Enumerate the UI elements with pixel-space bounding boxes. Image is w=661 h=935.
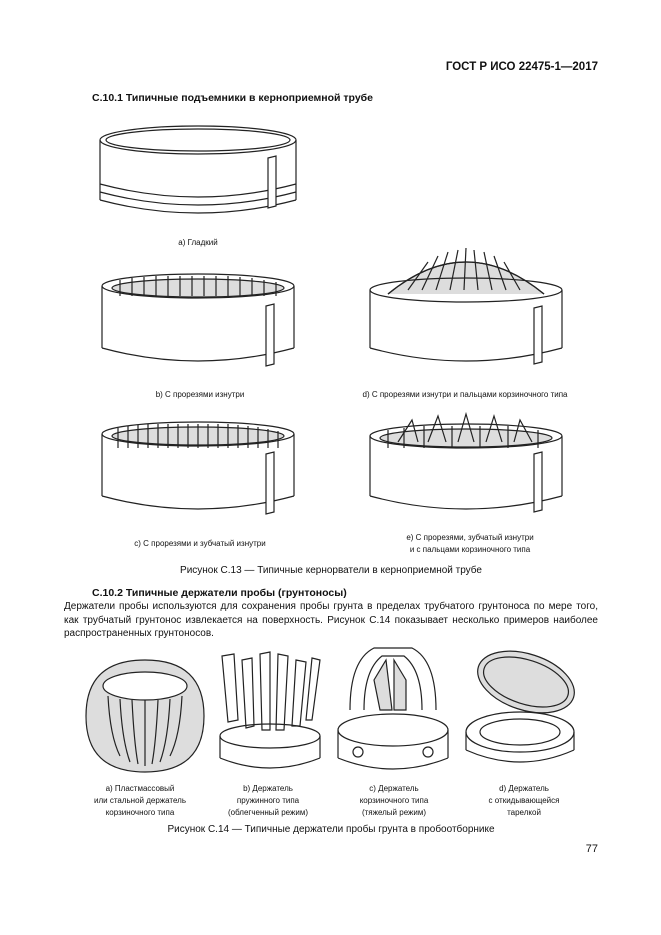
caption-c14-d-line1: d) Держатель	[499, 784, 549, 793]
figure-c13-e-toothed-basket-ring	[368, 412, 564, 524]
figure-caption-c13: Рисунок С.13 — Типичные кернорватели в керноприемной трубе	[180, 565, 482, 576]
caption-c14-d-line3: тарелкой	[507, 808, 541, 817]
figure-c14-c-heavy-basket-catcher	[334, 640, 452, 780]
figure-c14-a-basket-catcher	[80, 656, 210, 776]
section-c10-2-paragraph: Держатели пробы используются для сохранения пробы грунта в пределах трубчатого грунтоноса по мере того, как трубчатый грунтонос извлекается на поверхность. Рисунок С.14 показывает несколько примеров наиболее распространенных грунтоносов.	[64, 601, 598, 639]
caption-c13-c: с) С прорезями и зубчатый изнутри	[134, 539, 266, 548]
caption-c14-c-line1: с) Держатель	[369, 784, 419, 793]
caption-c13-e-line2: и с пальцами корзиночного типа	[409, 545, 531, 554]
figure-c13-c-toothed-ring	[100, 418, 296, 526]
caption-c13-d: d) С прорезями изнутри и пальцами корзиночного типа	[362, 390, 568, 399]
caption-c14-c-line3: (тяжелый режим)	[361, 808, 427, 817]
caption-c14-b-line3: (облегченный режим)	[227, 808, 309, 817]
caption-c14-a-line2: или стальной держатель	[93, 796, 187, 805]
figure-caption-c14: Рисунок С.14 — Типичные держатели пробы грунта в пробоотборнике	[167, 824, 495, 835]
caption-c14-b-line2: пружинного типа	[236, 796, 300, 805]
section-title-c10-2: С.10.2 Типичные держатели пробы (грунтоносы)	[92, 587, 347, 599]
caption-c14-b-line1: b) Держатель	[243, 784, 293, 793]
figure-c13-a-smooth-ring	[98, 118, 298, 218]
figure-c14-b-spring-catcher	[214, 650, 324, 776]
caption-c13-a: а) Гладкий	[178, 238, 218, 247]
document-header: ГОСТ Р ИСО 22475-1—2017	[445, 61, 598, 73]
caption-c14-c-line2: корзиночного типа	[359, 796, 429, 805]
caption-c14-a-line3: корзиночного типа	[105, 808, 175, 817]
section-title-c10-1: С.10.1 Типичные подъемники в керноприемной трубе	[92, 92, 373, 104]
caption-c14-d-line2: с откидывающейся	[488, 796, 560, 805]
page-number: 77	[585, 843, 598, 855]
figure-c13-d-basket-ring	[368, 240, 564, 378]
caption-c13-b: b) С прорезями изнутри	[155, 390, 245, 399]
figure-c14-d-flap-catcher	[460, 648, 580, 776]
caption-c14-a-line1: а) Пластмассовый	[105, 784, 175, 793]
figure-c13-b-slotted-ring	[100, 270, 296, 378]
caption-c13-e-line1: е) С прорезями, зубчатый изнутри	[406, 533, 534, 542]
